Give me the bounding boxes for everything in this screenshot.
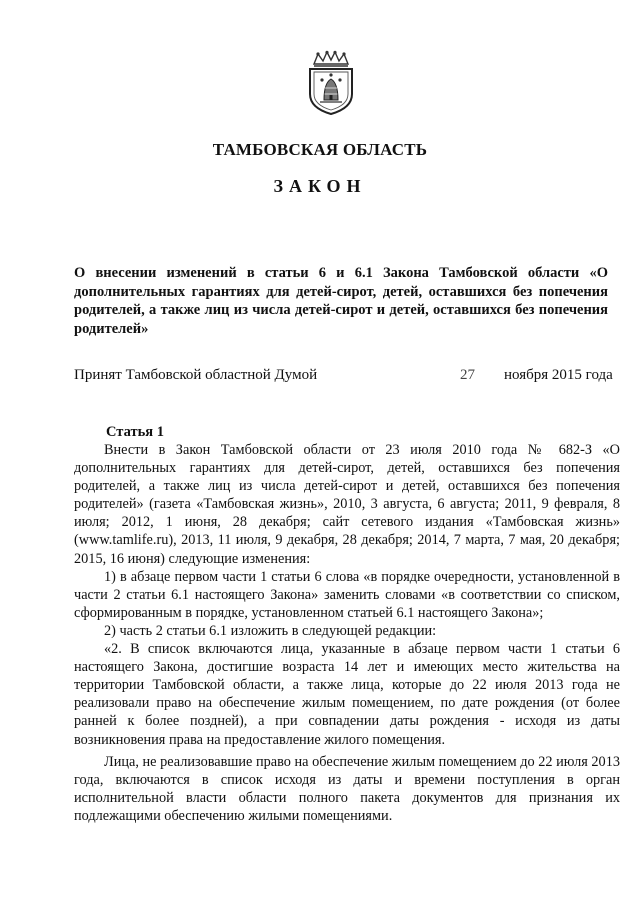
adoption-month-year: ноября 2015 года — [504, 367, 613, 383]
adoption-day: 27 — [460, 367, 475, 383]
article-paragraph: «2. В список включаются лица, указанные в абзаце первом части 1 статьи 6 настоящего Закона, достигшие возраста 14 лет и имеющих место жительства на территории Тамбовской области, а также лица, которые до 22 июля 2013 года не реализовали право на обеспечение жилым помещением, по дате рождения (от более ранней к более поздней), а при совпадении даты рождения - исходя из даты возникновения права на предоставление жилого помещения. — [74, 641, 620, 748]
article-paragraph: 1) в абзаце первом части 1 статьи 6 слова «в порядке очередности, установленной в части 2 статьи 6.1 настоящего Закона» заменить словами «в соответствии со списком, сформированным в порядке, установленном статьей 6.1 настоящего Закона»; — [74, 568, 620, 621]
adoption-label: Принят Тамбовской областной Думой — [74, 367, 318, 383]
article-paragraph: Лица, не реализовавшие право на обеспечение жилым помещением до 22 июля 2013 года, включаются в список исходя из даты и времени поступления в орган исполнительной власти области полного пакета документов для признания их подлежащими обеспечению жилыми помещениями. — [74, 753, 620, 824]
article-paragraph: Внести в Закон Тамбовской области от 23 июля 2010 года № 682-З «О дополнительных гарантиях для детей-сирот, детей, оставшихся без попечения родителей, а также лиц из числа детей-сирот и детей, оставшихся без попечения родителей» (газета «Тамбовская жизнь», 2010, 3 августа, 6 августа; 2011, 9 февраля, 8 июля; 2012, 1 июня, 28 декабря; сайт сетевого издания «Тамбовская жизнь» (www.tamlife.ru), 2013, 11 июля, 9 декабря, 28 декабря; 2014, 7 марта, 7 мая, 20 декабря; 2015, 16 июня) следующие изменения: — [74, 442, 620, 567]
law-subject: О внесении изменений в статьи 6 и 6.1 Закона Тамбовской области «О дополнительных гарантиях для детей-сирот, детей, оставшихся без попечения родителей, а также лиц из числа детей-сирот и детей, оставшихся без попечения родителей» — [74, 265, 608, 337]
tambov-coat-of-arms-icon — [302, 50, 360, 116]
adoption-line — [74, 367, 614, 387]
document-type-title: ЗАКОН — [273, 176, 367, 196]
article-heading: Статья 1 — [106, 424, 164, 440]
article-body — [74, 441, 620, 825]
article-paragraph: 2) часть 2 статьи 6.1 изложить в следующей редакции: — [104, 622, 437, 639]
region-title: ТАМБОВСКАЯ ОБЛАСТЬ — [212, 140, 428, 159]
